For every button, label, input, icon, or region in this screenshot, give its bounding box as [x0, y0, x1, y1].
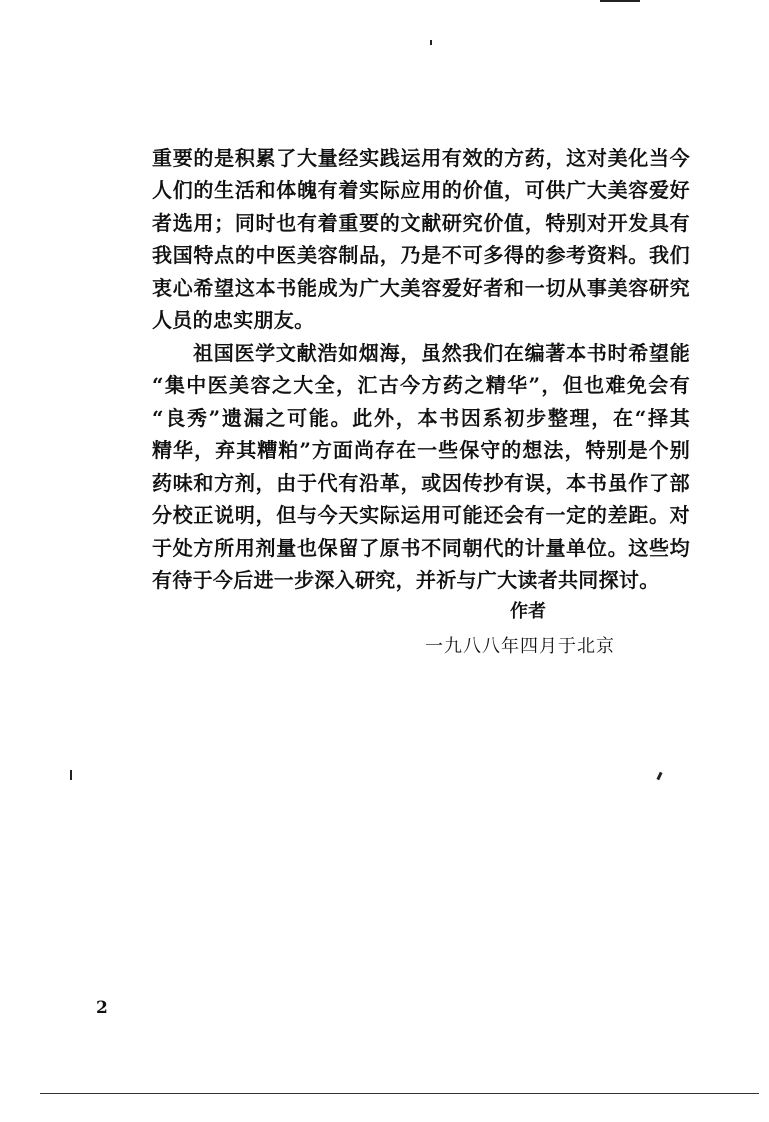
text-line: 于处方所用剂量也保留了原书不同朝代的计量单位。这些均	[152, 536, 690, 560]
scan-speck	[656, 772, 662, 781]
text-line: “集中医美容之大全，汇古今方药之精华”，但也难免会有	[152, 373, 690, 397]
scan-speck	[70, 770, 72, 780]
page-number: 2	[96, 998, 108, 1018]
text-line: 者选用；同时也有着重要的文献研究价值，特别对开发具有	[152, 211, 690, 235]
text-line: 有待于今后进一步深入研究，并祈与广大读者共同探讨。	[152, 568, 660, 592]
text-line: 分校正说明，但与今天实际运用可能还会有一定的差距。对	[152, 503, 690, 527]
text-line: 重要的是积累了大量经实践运用有效的方药，这对美化当今	[152, 146, 690, 170]
text-line: 药味和方剂，由于代有沿革，或因传抄有误，本书虽作了部	[152, 471, 690, 495]
text-line: 精华，弃其糟粕”方面尚存在一些保守的想法，特别是个别	[152, 438, 690, 462]
text-line: “良秀”遗漏之可能。此外，本书因系初步整理，在“择其	[152, 406, 690, 430]
text-line: 衷心希望这本书能成为广大美容爱好者和一切从事美容研究	[152, 276, 690, 300]
text-line: 祖国医学文献浩如烟海，虽然我们在编著本书时希望能	[193, 341, 690, 365]
date-place: 一九八八年四月于北京	[425, 636, 615, 657]
scan-speck	[600, 0, 640, 2]
scan-speck	[430, 40, 432, 45]
bottom-edge-line	[40, 1093, 759, 1094]
text-line: 人员的忠实朋友。	[152, 308, 315, 332]
author-signature: 作者	[510, 601, 546, 622]
text-line: 人们的生活和体魄有着实际应用的价值，可供广大美容爱好	[152, 178, 690, 202]
text-line: 我国特点的中医美容制品，乃是不可多得的参考资料。我们	[152, 243, 690, 267]
